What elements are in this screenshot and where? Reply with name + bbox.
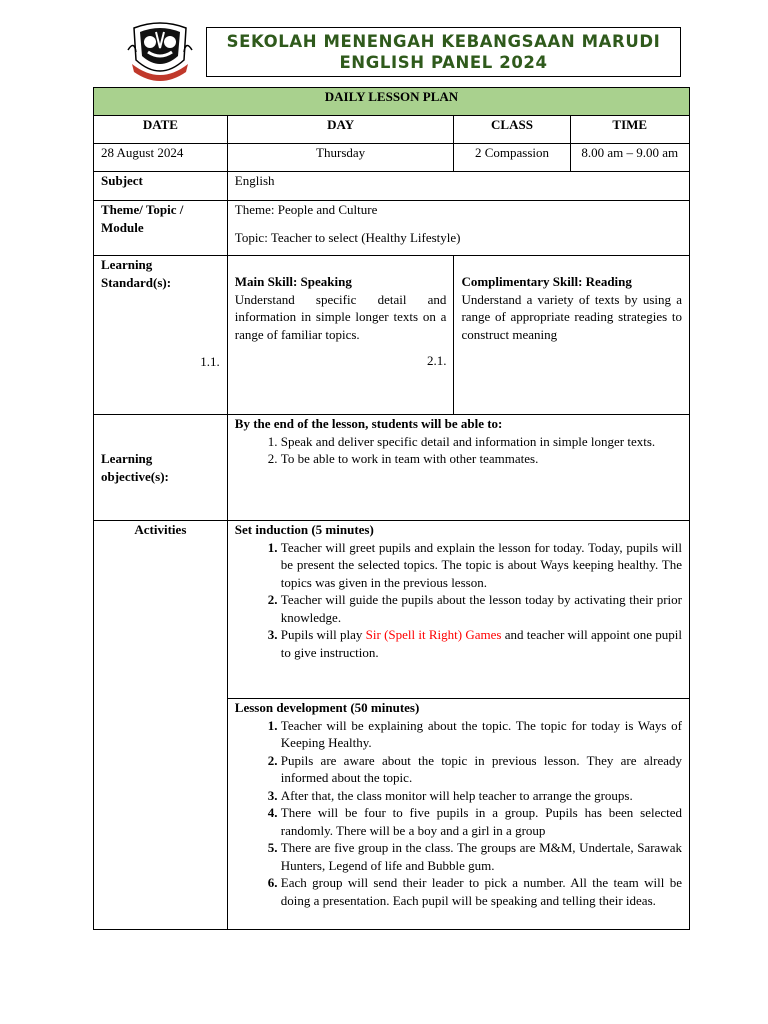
lesson-development-cell bbox=[227, 699, 689, 930]
day-value: Thursday bbox=[227, 144, 454, 172]
set-induction-list bbox=[235, 539, 682, 662]
learning-standard-label: Learning Standard(s): bbox=[101, 257, 172, 290]
main-skill-cell bbox=[227, 256, 454, 415]
time-header: TIME bbox=[570, 116, 689, 144]
lo-intro: By the end of the lesson, students will be able to: bbox=[234, 416, 503, 431]
item3-post: and teacher will appoint one pupil to give instruction. bbox=[280, 627, 682, 660]
learning-standard-label-cell bbox=[94, 256, 228, 415]
comp-skill-label: Complimentary Skill: Reading bbox=[461, 274, 632, 289]
development-item: 1. Teacher will be explaining about the topic. The topic for today is Ways of Keeping Healthy. bbox=[281, 717, 682, 752]
set-induction-cell bbox=[227, 521, 689, 699]
set-induction-title: Set induction (5 minutes) bbox=[234, 522, 374, 537]
objective-item: 1. Speak and deliver specific detail and information in simple longer texts. bbox=[281, 433, 682, 451]
comp-skill-text: Understand a variety of texts by using a range of appropriate reading strategies to construct meaning bbox=[461, 291, 682, 342]
activities-label: Activities bbox=[94, 521, 228, 930]
subject-label: Subject bbox=[94, 172, 228, 201]
main-skill-code: 1.1. bbox=[200, 354, 220, 369]
school-title-box bbox=[206, 27, 681, 77]
learning-objective-cell bbox=[227, 415, 689, 521]
development-title: Lesson development (50 minutes) bbox=[234, 700, 420, 715]
date-header: DATE bbox=[94, 116, 228, 144]
comp-skill-code: 2.1. bbox=[426, 353, 447, 368]
time-value: 8.00 am – 9.00 am bbox=[570, 144, 689, 172]
set-induction-item bbox=[281, 626, 682, 661]
theme-label: Theme/ Topic / Module bbox=[94, 201, 228, 256]
comp-skill-cell bbox=[454, 256, 690, 415]
theme-cell bbox=[227, 201, 689, 256]
development-item: 5. There are five group in the class. The groups are M&M, Undertale, Sarawak Hunters, Legend of life and Bubble gum. bbox=[281, 839, 682, 874]
subject-value: English bbox=[227, 172, 689, 201]
set-induction-item: 2. Teacher will guide the pupils about the lesson today by activating their prior knowledge. bbox=[281, 591, 682, 626]
development-item: 6. Each group will send their leader to pick a number. All the team will be doing a presentation. Each pupil will be speaking and telling their ideas. bbox=[281, 874, 682, 909]
plan-title: DAILY LESSON PLAN bbox=[94, 88, 690, 116]
day-header: DAY bbox=[227, 116, 454, 144]
class-value: 2 Compassion bbox=[454, 144, 570, 172]
set-induction-item: 1. Teacher will greet pupils and explain the lesson for today. Today, pupils will be present the selected topics. The topic is about Ways keeping healthy. The topics was given in the previous lesson. bbox=[281, 539, 682, 592]
class-header: CLASS bbox=[454, 116, 570, 144]
panel-name: ENGLISH PANEL 2024 bbox=[339, 53, 548, 72]
school-crest-logo bbox=[126, 20, 194, 84]
theme-value: Theme: People and Culture bbox=[234, 202, 378, 217]
objective-item: 2. To be able to work in team with other teammates. bbox=[281, 450, 682, 468]
main-skill-text: Understand specific detail and information in simple longer texts on a range of familiar topics. bbox=[234, 291, 447, 342]
development-item: 3. After that, the class monitor will help teacher to arrange the groups. bbox=[281, 787, 682, 805]
objective-list bbox=[235, 433, 682, 468]
development-item: 2. Pupils are aware about the topic in previous lesson. They are already informed about the topic. bbox=[281, 752, 682, 787]
topic-value: Topic: Teacher to select (Healthy Lifestyle) bbox=[234, 229, 461, 245]
learning-objective-label: Learning objective(s): bbox=[94, 415, 228, 521]
item3-pre: Pupils will play bbox=[280, 627, 366, 642]
development-item: 4. There will be four to five pupils in a group. Pupils has been selected randomly. There will be a boy and a girl in a group bbox=[281, 804, 682, 839]
main-skill-label: Main Skill: Speaking bbox=[234, 274, 352, 289]
school-name: SEKOLAH MENENGAH KEBANGSAAN MARUDI bbox=[226, 32, 661, 51]
date-value: 28 August 2024 bbox=[94, 144, 228, 172]
lesson-plan-table bbox=[93, 87, 690, 930]
game-name: Sir (Spell it Right) Games bbox=[365, 627, 502, 642]
development-list bbox=[235, 717, 682, 910]
